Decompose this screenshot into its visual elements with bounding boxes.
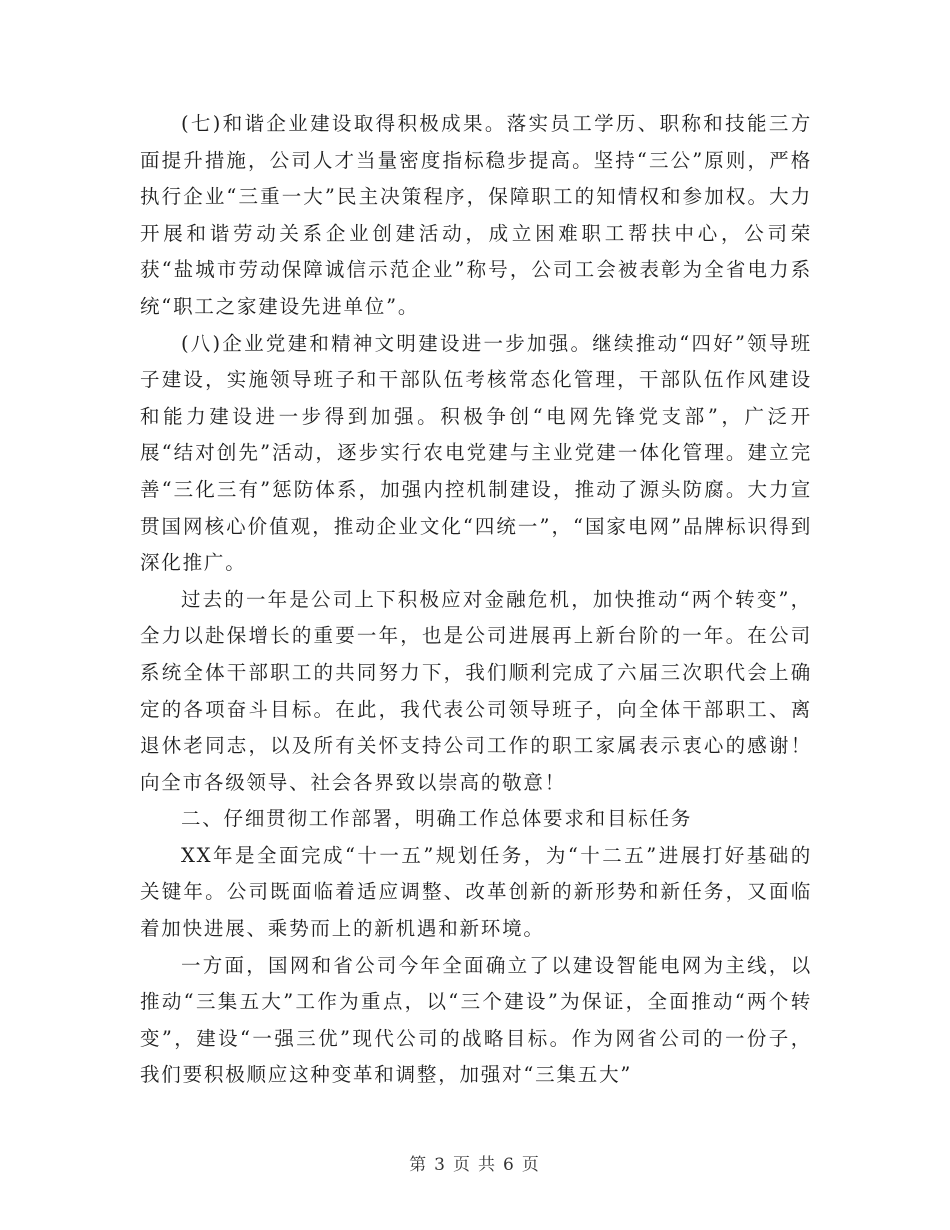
paragraph-harmonious-enterprise: (七)和谐企业建设取得积极成果。落实员工学历、职称和技能三方面提升措施，公司人才当量密度指标稳步提高。坚持“三公”原则，严格执行企业“三重一大”民主决策程序，保障职工的知情权和参加权。大力开展和谐劳动关系企业创建活动，成立困难职工帮扶中心，公司荣获“盐城市劳动保障诚信示范企业”称号，公司工会被表彰为全省电力系统“职工之家建设先进单位”。 xyxy=(140,112,812,318)
paragraph-key-year: XX年是全面完成“十一五”规划任务，为“十二五”进展打好基础的关键年。公司既面临着适应调整、改革创新的新形势和新任务，又面临着加快进展、乘势而上的新机遇和新环境。 xyxy=(140,843,812,941)
paragraph-party-building: (八)企业党建和精神文明建设进一步加强。继续推动“四好”领导班子建设，实施领导班子和干部队伍考核常态化管理，干部队伍作风建设和能力建设进一步得到加强。积极争创“电网先锋党支部”，广泛开展“结对创先”活动，逐步实行农电党建与主业党建一体化管理。建立完善“三化三有”惩防体系，加强内控机制建设，推动了源头防腐。大力宣贯国网核心价值观，推动企业文化“四统一”，“国家电网”品牌标识得到深化推广。 xyxy=(140,331,812,575)
footer-total-pages: 6 xyxy=(503,1155,516,1175)
paragraph-past-year-summary: 过去的一年是公司上下积极应对金融危机，加快推动“两个转变”，全力以赴保增长的重要一年，也是公司进展再上新台阶的一年。在公司系统全体干部职工的共同努力下，我们顺利完成了六届三次职代会上确定的各项奋斗目标。在此，我代表公司领导班子，向全体干部职工、离退休老同志，以及所有关怀支持公司工作的职工家属表示衷心的感谢！向全市各级领导、社会各界致以崇高的敬意！ xyxy=(140,587,812,794)
footer-total-word: 共 xyxy=(478,1155,497,1175)
section-heading-two: 二、仔细贯彻工作部署，明确工作总体要求和目标任务 xyxy=(180,807,693,831)
paragraph-on-one-hand: 一方面，国网和省公司今年全面确立了以建设智能电网为主线，以推动“三集五大”工作为重点，以“三个建设”为保证，全面推动“两个转变”，建设“一强三优”现代公司的战略目标。作为网省公司的一份子，我们要积极顺应这种变革和调整，加强对“三集五大” xyxy=(140,953,812,1087)
document-body xyxy=(140,106,812,1094)
footer-page-word: 页 xyxy=(453,1155,472,1175)
footer-prefix: 第 xyxy=(409,1155,429,1175)
footer-suffix: 页 xyxy=(521,1155,541,1175)
page-footer xyxy=(0,1150,950,1175)
footer-page-number: 3 xyxy=(434,1155,447,1175)
